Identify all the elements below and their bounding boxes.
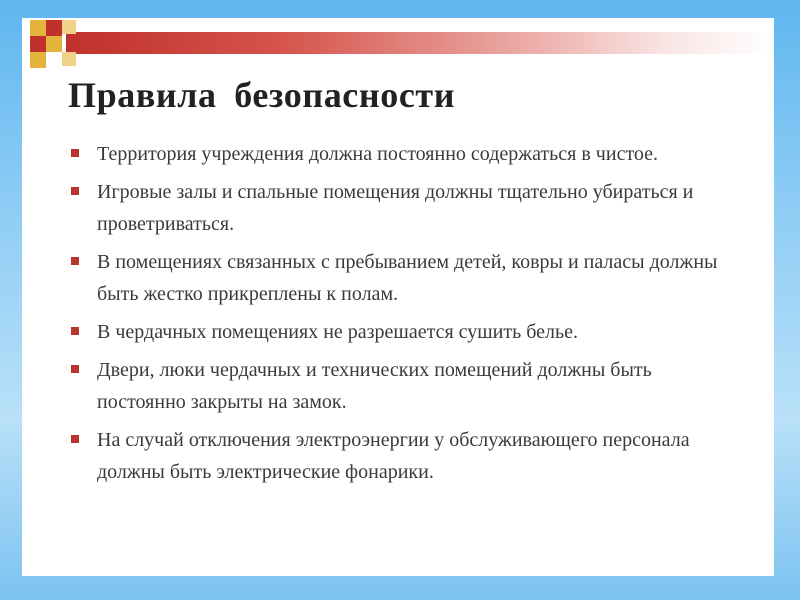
square-bullet-icon — [71, 365, 79, 373]
square-bullet-icon — [71, 327, 79, 335]
list-item-text: Игровые залы и спальные помещения должны тщательно убираться и проветриваться. — [97, 181, 694, 235]
corner-squares-decoration — [30, 20, 86, 72]
square-bullet-icon — [71, 149, 79, 157]
slide-title: Правила безопасности — [68, 75, 456, 115]
list-item-text: В чердачных помещениях не разрешается сушить белье. — [97, 321, 578, 343]
list-item — [62, 176, 742, 240]
list-item — [62, 138, 742, 170]
square-bullet-icon — [71, 257, 79, 265]
list-item — [62, 424, 742, 488]
list-item — [62, 316, 742, 348]
list-item — [62, 246, 742, 310]
list-item-text: В помещениях связанных с пребыванием детей, ковры и паласы должны быть жестко прикреплены к полам. — [97, 251, 718, 305]
header-accent-bar — [66, 32, 774, 54]
square-bullet-icon — [71, 435, 79, 443]
list-item — [62, 354, 742, 418]
list-item-text: Двери, люки чердачных и технических помещений должны быть постоянно закрыты на замок. — [97, 359, 652, 413]
slide — [22, 18, 774, 576]
rules-list — [62, 138, 742, 494]
list-item-text: Территория учреждения должна постоянно содержаться в чистое. — [97, 143, 659, 165]
list-item-text: На случай отключения электроэнергии у обслуживающего персонала должны быть электрические фонарики. — [97, 429, 690, 483]
square-bullet-icon — [71, 187, 79, 195]
